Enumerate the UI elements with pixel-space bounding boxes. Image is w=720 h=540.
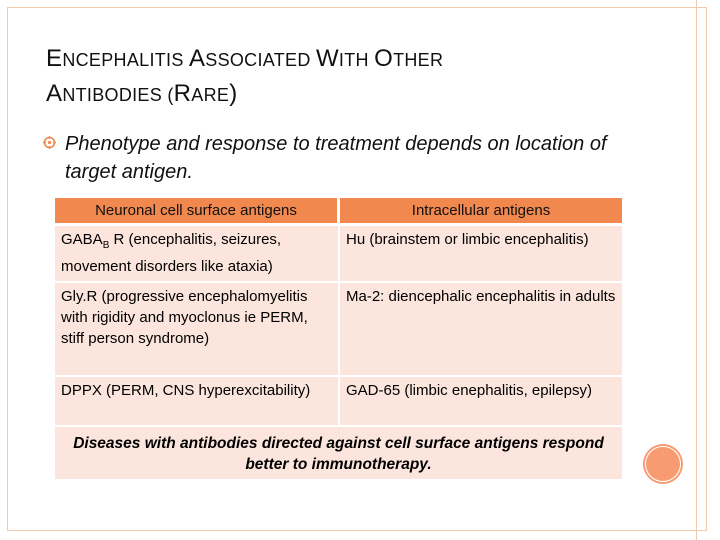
table-cell: Ma-2: diencephalic encephalitis in adults: [340, 283, 622, 377]
antigen-table: [55, 198, 622, 481]
table-footer-row: [55, 427, 622, 481]
table-cell: Gly.R (progressive encephalomyelitis with rigidity and myoclonus ie PERM, stiff person syndrome): [55, 283, 340, 377]
bullet-item: [43, 130, 623, 186]
header-cell-surface: Neuronal cell surface antigens: [55, 198, 340, 226]
bullet-text: Phenotype and response to treatment depends on location of target antigen.: [65, 133, 607, 183]
header-intracellular: Intracellular antigens: [340, 198, 622, 226]
table-cell: GAD-65 (limbic enephalitis, epilepsy): [340, 377, 622, 427]
title-line-1: ENCEPHALITIS ASSOCIATED WITH OTHER: [46, 45, 444, 72]
table-row: [55, 283, 622, 377]
bullet-icon: [43, 136, 56, 149]
table-footer-note: Diseases with antibodies directed against cell surface antigens respond better to immunotherapy.: [55, 427, 622, 481]
accent-rule: [696, 0, 697, 540]
slide-title: [46, 42, 646, 112]
table-cell: DPPX (PERM, CNS hyperexcitability): [55, 377, 340, 427]
table-cell: $GABA_B$ R (encephalitis, seizures, movement disorders like ataxia): [55, 226, 340, 283]
accent-circle: [643, 444, 683, 484]
table-cell: Hu (brainstem or limbic encephalitis): [340, 226, 622, 283]
table-row: [55, 377, 622, 427]
title-line-2: ANTIBODIES (RARE): [46, 80, 238, 107]
table-header-row: [55, 198, 622, 226]
table-row: [55, 226, 622, 283]
